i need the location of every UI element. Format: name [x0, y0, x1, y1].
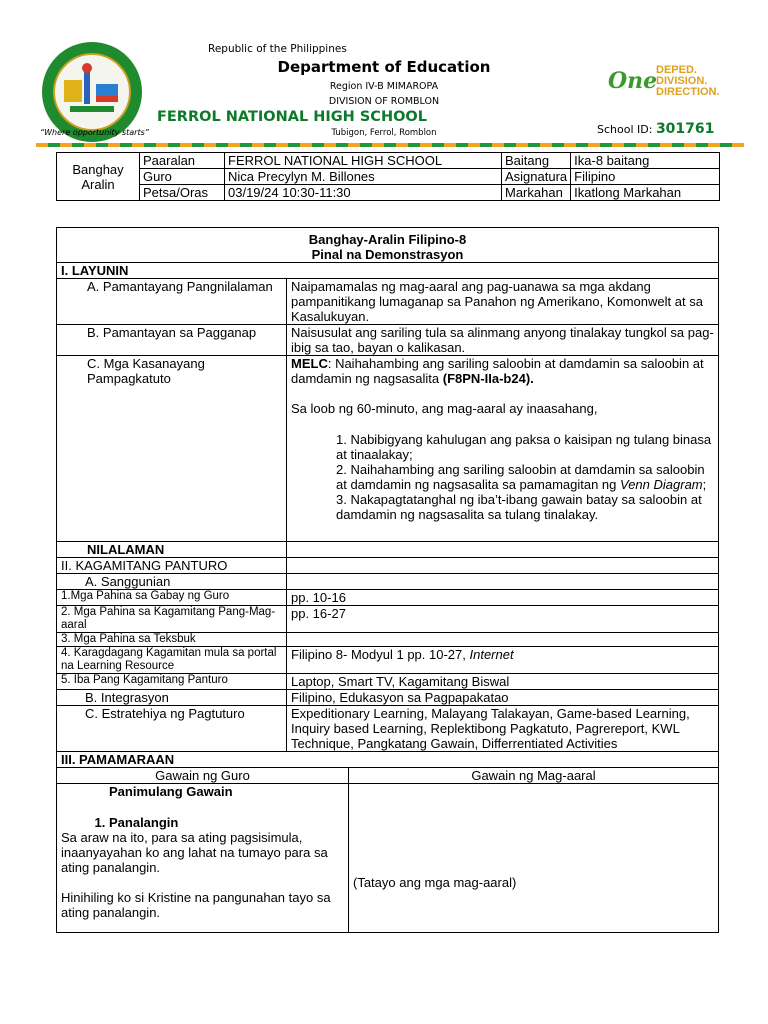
- deped-division-logo-icon: [608, 62, 726, 102]
- motto: “Where opportunity starts”: [40, 128, 149, 137]
- objective-a-label: A. Pamantayang Pangnilalaman: [57, 279, 287, 325]
- svg-text:DIVISION.: DIVISION.: [656, 75, 708, 87]
- info-value: Filipino: [571, 169, 720, 185]
- lesson-info-table: [56, 152, 720, 201]
- objective-a-value: Naipamamalas ng mag-aaral ang pag-uanawa sa mga akdang pampanitikang lumaganap sa Panahon ng Amerikano, Komonwelt at sa Kasalukuyan.: [287, 279, 719, 325]
- info-key: Asignatura: [502, 169, 571, 185]
- info-value: Ika-8 baitang: [571, 153, 720, 169]
- info-value: Ikatlong Markahan: [571, 185, 720, 201]
- info-key: Paaralan: [140, 153, 225, 169]
- magaaral-activity: (Tatayo ang mga mag-aaral): [349, 784, 719, 933]
- magaaral-column-header: Gawain ng Mag-aaral: [349, 768, 719, 784]
- objective-c-value: MELC: Naihahambing ang sariling saloobin at damdamin sa saloobin at damdamin ng nagsasalita (F8PN-IIa-b24). Sa loob ng 60-minuto, ang mag-aaral ay inaasahang, 1. Nabibigyang kahulugan ang paksa o kaisipan ng tulang binasa at tinaalakay; 2. Naihahambing ang sariling saloobin at damdamin sa saloobin at damdamin ng nagsasalita sa pamamagitan ng Venn Diagram; 3. Nakapagtatanghal ng iba’t-ibang gawain batay sa saloobin at damdamin ng nagsasalita sa tulang tinalakay.: [287, 356, 719, 542]
- republic-text: Republic of the Philippines: [208, 43, 347, 55]
- resource-label: 3. Mga Pahina sa Teksbuk: [57, 633, 287, 647]
- integrasyon-label: B. Integrasyon: [57, 690, 287, 706]
- resource-value: Filipino 8- Modyul 1 pp. 10-27, Internet: [287, 647, 719, 674]
- section-pamamaraan: III. PAMAMARAAN: [57, 752, 719, 768]
- objective-b-value: Naisusulat ang sariling tula sa alinmang anyong tinalakay tungkol sa pag-ibig sa tao, bayan o kalikasan.: [287, 325, 719, 356]
- sanggunian-label: A. Sanggunian: [57, 574, 287, 590]
- banghay-aralin-label: Banghay Aralin: [57, 153, 140, 201]
- department-title: Department of Education: [277, 58, 491, 76]
- region-text: Region IV-B MIMAROPA: [329, 81, 439, 92]
- resource-label: 4. Karagdagang Kagamitan mula sa portal na Learning Resource: [57, 647, 287, 674]
- plan-title: Banghay-Aralin Filipino-8 Pinal na Demonstrasyon: [57, 228, 719, 263]
- section-layunin: I. LAYUNIN: [57, 263, 719, 279]
- info-value: Nica Precylyn M. Billones: [225, 169, 502, 185]
- guro-column-header: Gawain ng Guro: [57, 768, 349, 784]
- lesson-plan-table: [56, 227, 719, 933]
- school-name: FERROL NATIONAL HIGH SCHOOL: [157, 109, 427, 125]
- estratehiya-value: Expeditionary Learning, Malayang Talakayan, Game-based Learning, Inquiry based Learning, Replektibong Pagkatuto, Pagrereport, KWL Technique, Pangkatang Gawain, Differrentiated Activities: [287, 706, 719, 752]
- objective-c-label: C. Mga Kasanayang Pampagkatuto: [57, 356, 287, 542]
- info-key: Baitang: [502, 153, 571, 169]
- guro-activity: Panimulang Gawain 1. Panalangin Sa araw na ito, para sa ating pagsisimula, inaanyayahan ko ang lahat na tumayo para sa ating panalangin. Hinihiling ko si Kristine na pangunahan tayo sa ating panalangin.: [57, 784, 349, 933]
- header-divider: [36, 143, 744, 147]
- info-key: Petsa/Oras: [140, 185, 225, 201]
- resource-value: pp. 10-16: [287, 590, 719, 606]
- resource-label: 2. Mga Pahina sa Kagamitang Pang-Mag-aaral: [57, 606, 287, 633]
- svg-text:One: One: [608, 68, 658, 94]
- resource-value: pp. 16-27: [287, 606, 719, 633]
- estratehiya-label: C. Estratehiya ng Pagtuturo: [57, 706, 287, 752]
- objective-b-label: B. Pamantayan sa Pagganap: [57, 325, 287, 356]
- resource-label: 1.Mga Pahina sa Gabay ng Guro: [57, 590, 287, 606]
- division-text: DIVISION OF ROMBLON: [328, 96, 440, 107]
- info-value: 03/19/24 10:30-11:30: [225, 185, 502, 201]
- resource-label: 5. Iba Pang Kagamitang Panturo: [57, 674, 287, 690]
- nilalaman-heading: NILALAMAN: [57, 542, 287, 558]
- address: Tubigon, Ferrol, Romblon: [331, 128, 437, 138]
- info-key: Markahan: [502, 185, 571, 201]
- section-kagamitan: II. KAGAMITANG PANTURO: [57, 558, 287, 574]
- info-value: FERROL NATIONAL HIGH SCHOOL: [225, 153, 502, 169]
- info-key: Guro: [140, 169, 225, 185]
- svg-text:DIRECTION.: DIRECTION.: [656, 86, 720, 98]
- letterhead: [0, 0, 768, 150]
- integrasyon-value: Filipino, Edukasyon sa Pagpapakatao: [287, 690, 719, 706]
- resource-value: Laptop, Smart TV, Kagamitang Biswal: [287, 674, 719, 690]
- school-id: School ID: 301761: [597, 121, 715, 137]
- svg-text:DEPED.: DEPED.: [656, 64, 697, 76]
